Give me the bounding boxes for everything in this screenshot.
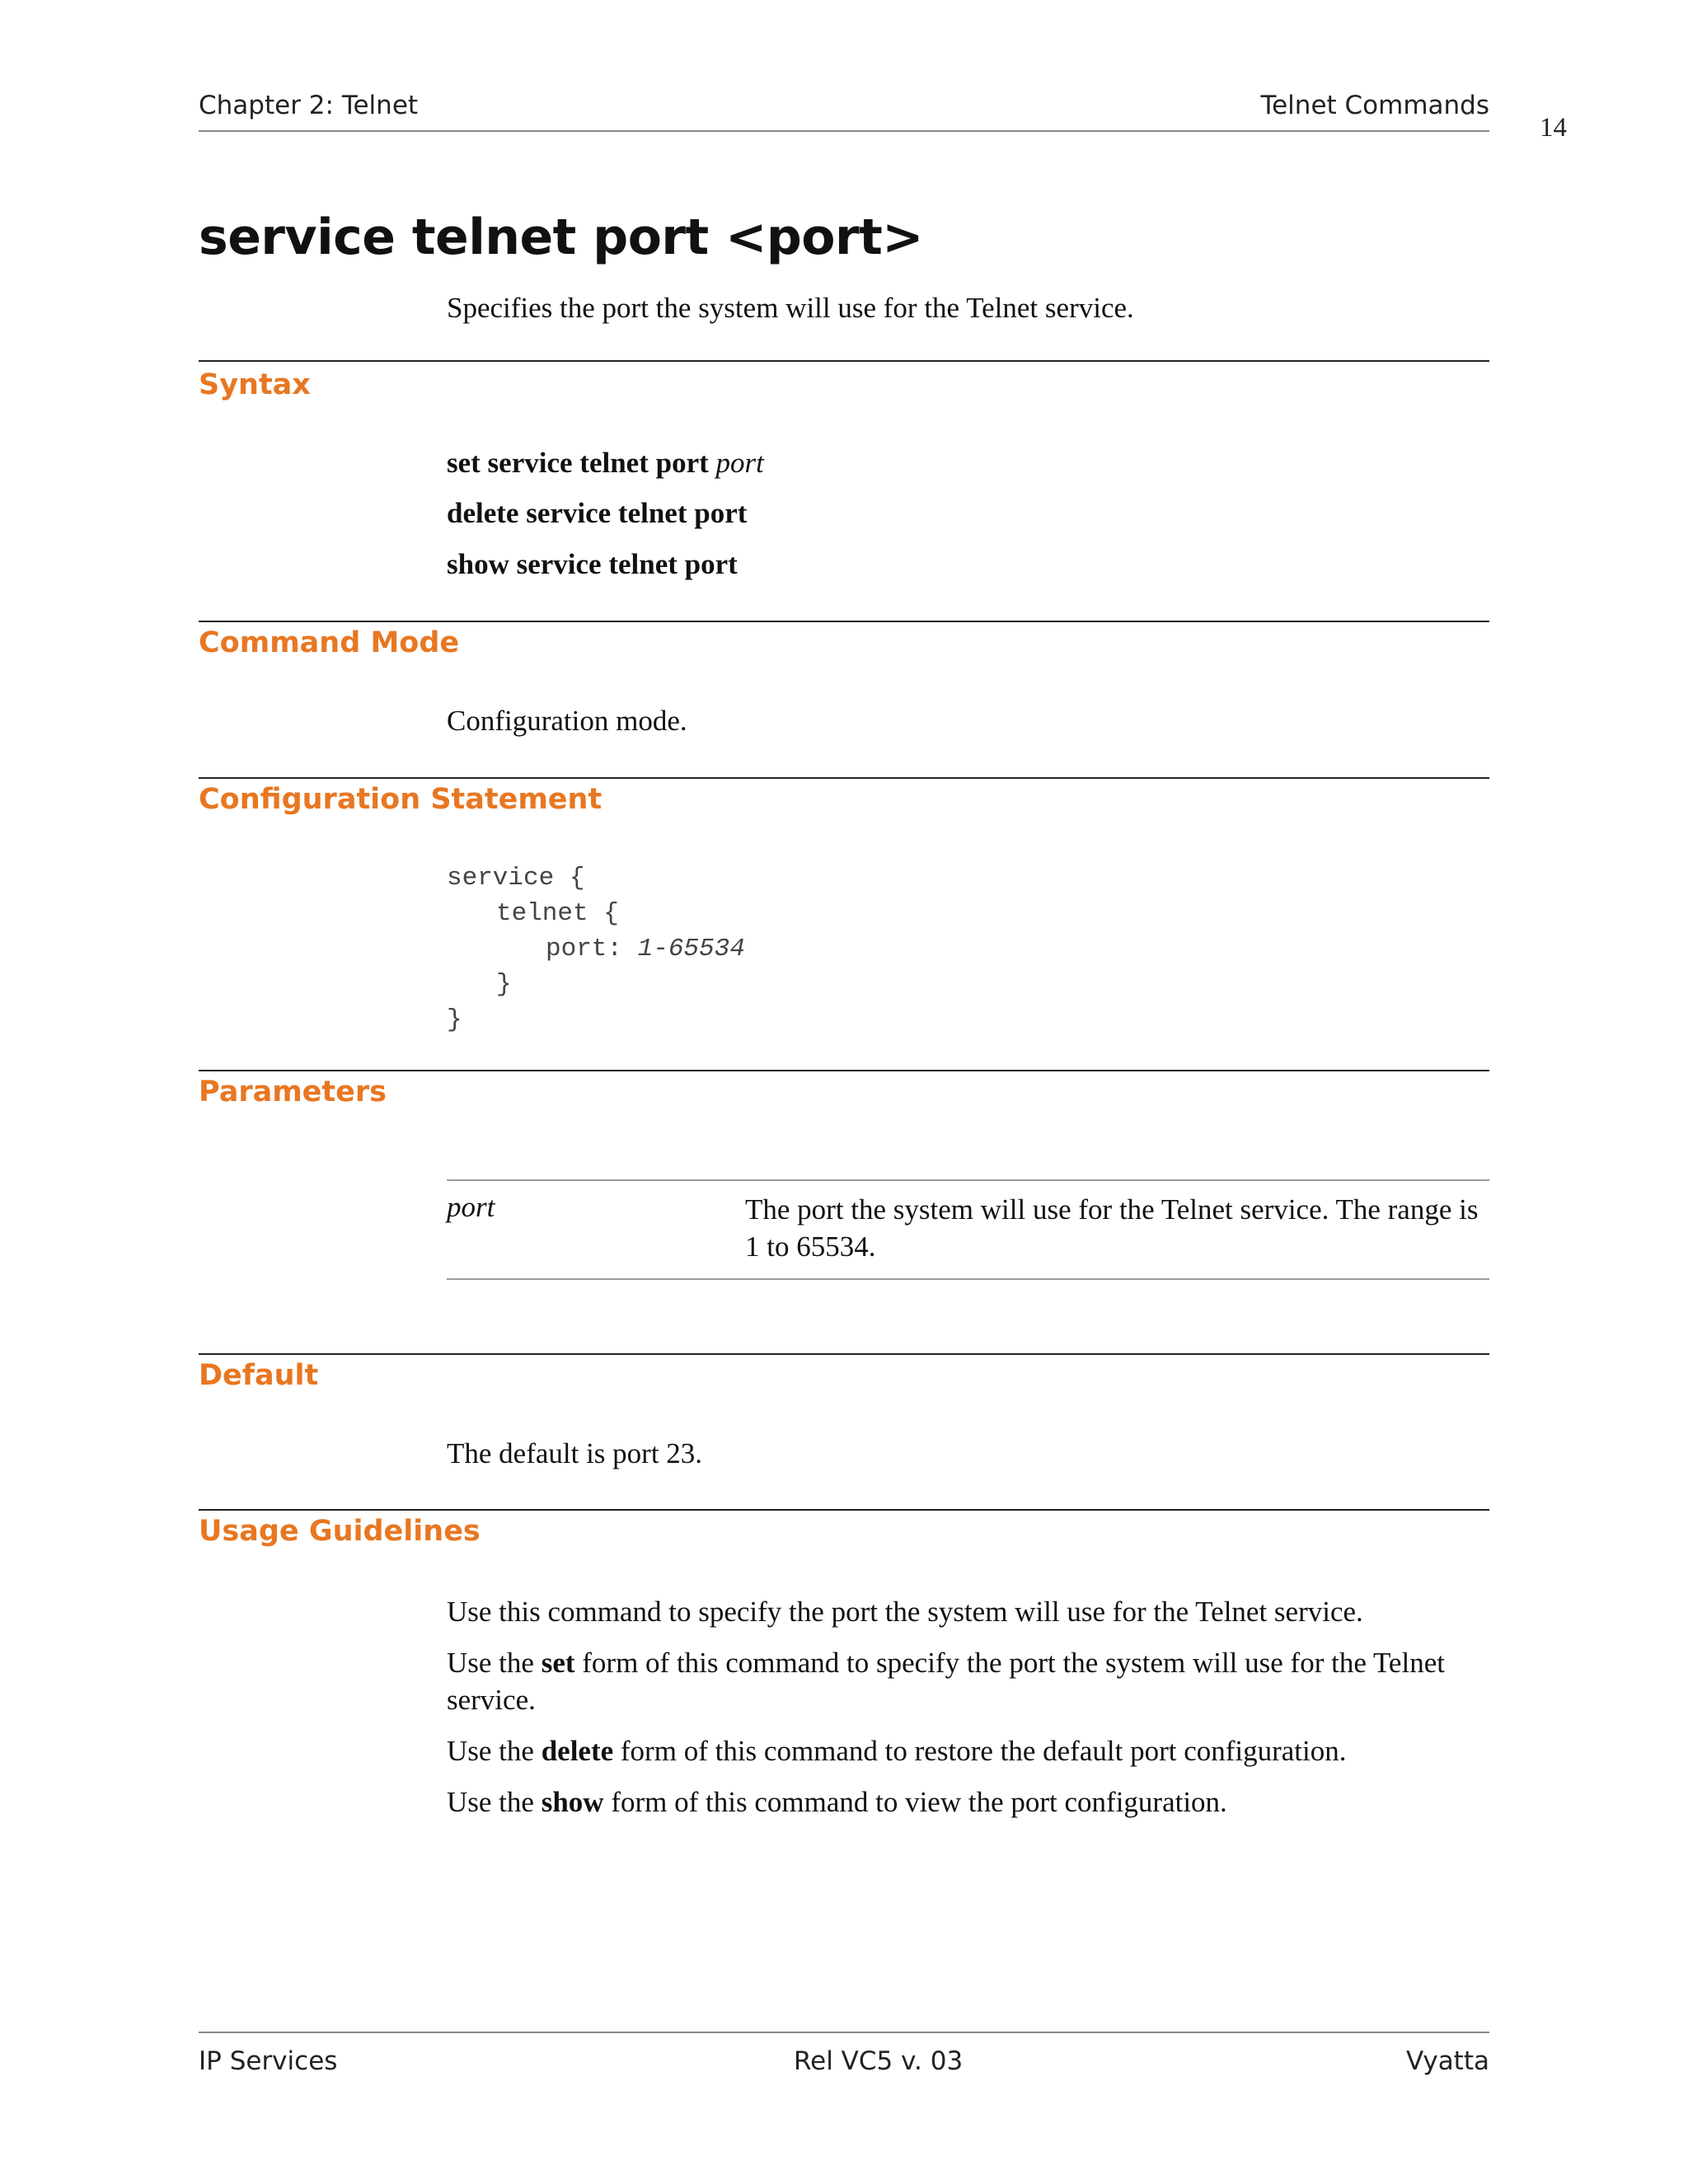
usage-text: Use the bbox=[447, 1786, 542, 1818]
usage-keyword: set bbox=[541, 1647, 575, 1679]
parameter-description: The port the system will use for the Telnet service. The range is 1 to 65534. bbox=[745, 1193, 1479, 1263]
usage-keyword: show bbox=[541, 1786, 604, 1818]
running-footer bbox=[199, 2032, 1489, 2074]
config-value: 1-65534 bbox=[637, 935, 745, 963]
config-line: telnet { bbox=[496, 899, 619, 928]
config-line bbox=[546, 935, 745, 963]
usage-paragraph bbox=[447, 1732, 1489, 1769]
page-number: 14 bbox=[1540, 113, 1567, 143]
command-mode-heading: Command Mode bbox=[199, 626, 460, 659]
section-divider bbox=[199, 360, 1489, 362]
syntax-line bbox=[447, 447, 764, 480]
section-divider bbox=[199, 1509, 1489, 1511]
config-line: service { bbox=[447, 864, 585, 893]
command-mode-text: Configuration mode. bbox=[447, 705, 687, 737]
usage-paragraph: Use this command to specify the port the system will use for the Telnet service. bbox=[447, 1596, 1363, 1628]
command-title: service telnet port <port> bbox=[199, 209, 924, 266]
usage-text: form of this command to restore the default port configuration. bbox=[613, 1735, 1347, 1767]
section-divider bbox=[199, 1070, 1489, 1071]
footer-document: IP Services bbox=[199, 2046, 338, 2076]
usage-text: form of this command to specify the port the system will use for the Telnet service. bbox=[447, 1647, 1445, 1716]
syntax-line bbox=[447, 548, 738, 581]
usage-paragraph bbox=[447, 1783, 1489, 1821]
parameter-name: port bbox=[447, 1191, 495, 1223]
header-section: Telnet Commands bbox=[1260, 91, 1489, 120]
footer-release: Rel VC5 v. 03 bbox=[794, 2046, 964, 2076]
default-heading: Default bbox=[199, 1359, 319, 1392]
usage-keyword: delete bbox=[541, 1735, 614, 1767]
config-key: port: bbox=[546, 935, 638, 963]
syntax-command: set service telnet port bbox=[447, 447, 716, 479]
footer-company: Vyatta bbox=[1405, 2046, 1489, 2076]
default-text: The default is port 23. bbox=[447, 1437, 703, 1469]
syntax-command: delete service telnet port bbox=[447, 497, 748, 529]
parameters-heading: Parameters bbox=[199, 1076, 387, 1108]
syntax-line bbox=[447, 497, 747, 530]
usage-paragraph bbox=[447, 1644, 1489, 1718]
header-chapter: Chapter 2: Telnet bbox=[199, 91, 419, 120]
running-header bbox=[199, 91, 1489, 132]
usage-text: Use the bbox=[447, 1647, 542, 1679]
syntax-heading: Syntax bbox=[199, 368, 311, 401]
section-divider bbox=[199, 621, 1489, 622]
config-line: } bbox=[447, 1005, 462, 1034]
syntax-argument: port bbox=[715, 447, 764, 479]
command-summary: Specifies the port the system will use for the Telnet service. bbox=[447, 292, 1134, 324]
usage-guidelines-heading: Usage Guidelines bbox=[199, 1515, 481, 1548]
usage-text: Use the bbox=[447, 1735, 542, 1767]
section-divider bbox=[199, 777, 1489, 779]
parameters-table bbox=[447, 1179, 1489, 1280]
usage-text: form of this command to view the port configuration. bbox=[603, 1786, 1227, 1818]
configuration-statement-heading: Configuration Statement bbox=[199, 783, 603, 816]
syntax-command: show service telnet port bbox=[447, 548, 738, 580]
config-line: } bbox=[496, 970, 512, 999]
section-divider bbox=[199, 1353, 1489, 1355]
